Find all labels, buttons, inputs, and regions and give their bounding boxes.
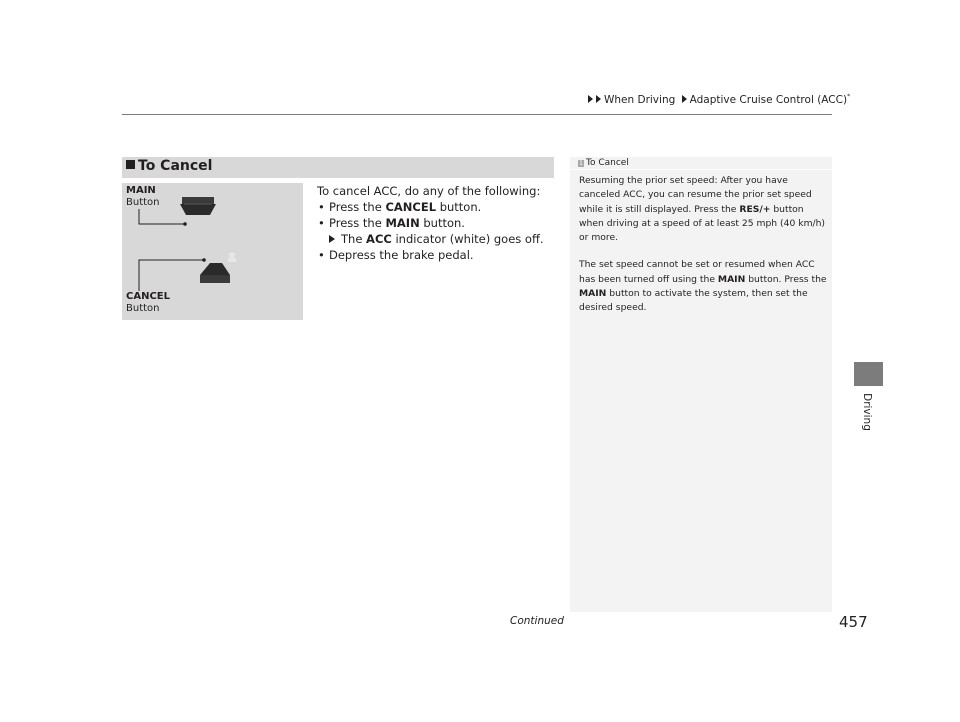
cancel-leader-line bbox=[139, 260, 204, 291]
page-number: 457 bbox=[839, 613, 868, 631]
main-leader-line bbox=[139, 209, 185, 224]
bullet: • bbox=[318, 216, 325, 230]
list-item: • Press the CANCEL button. bbox=[318, 200, 482, 214]
main-leader-dot bbox=[183, 222, 187, 226]
faint-indicator-icon bbox=[228, 252, 236, 262]
bullet: • bbox=[318, 200, 325, 214]
list-item: • Press the MAIN button. bbox=[318, 216, 465, 230]
instructions bbox=[317, 183, 553, 263]
breadcrumb-arrow-icon bbox=[596, 95, 601, 103]
section-title: To Cancel bbox=[126, 158, 212, 174]
main-button-icon bbox=[180, 197, 216, 215]
main-button-label: MAIN Button bbox=[126, 185, 160, 208]
cancel-button-icon bbox=[200, 263, 230, 283]
instruction-list bbox=[317, 199, 553, 263]
breadcrumb-arrow-icon bbox=[682, 95, 687, 103]
cancel-button-label: CANCEL Button bbox=[126, 291, 170, 314]
section-heading-bar bbox=[122, 157, 554, 178]
breadcrumb-arrow-icon bbox=[588, 95, 593, 103]
result-arrow-icon bbox=[329, 235, 335, 243]
bullet: • bbox=[318, 248, 325, 262]
cancel-leader-dot bbox=[202, 258, 206, 262]
note-body bbox=[579, 174, 827, 329]
chapter-label: Driving bbox=[860, 393, 873, 431]
breadcrumb-level-2: Adaptive Cruise Control (ACC) bbox=[689, 94, 848, 106]
note-heading: 1 To Cancel bbox=[579, 158, 629, 168]
breadcrumb-level-1: When Driving bbox=[604, 94, 676, 106]
section-square-icon bbox=[126, 160, 135, 169]
button-diagram bbox=[122, 183, 303, 320]
option-marker: * bbox=[847, 93, 851, 100]
chapter-tab bbox=[854, 362, 883, 386]
intro-text: To cancel ACC, do any of the following: bbox=[317, 184, 541, 198]
sub-item: The ACC indicator (white) goes off. bbox=[317, 231, 553, 247]
note-number-icon: 1 bbox=[579, 160, 583, 167]
header-rule bbox=[122, 114, 832, 115]
note-paragraph: Resuming the prior set speed: After you have canceled ACC, you can resume the prior set speed while it is still displayed. Press the RES/+ button when driving at a speed of at least 25 mph (40 km/h) or more. bbox=[579, 175, 826, 244]
side-note-panel bbox=[570, 157, 832, 612]
continued-text: Continued bbox=[510, 615, 564, 627]
note-rule bbox=[570, 169, 832, 170]
note-paragraph: The set speed cannot be set or resumed when ACC has been turned off using the MAIN button. Press the MAIN button to activate the system, then set the desired speed. bbox=[579, 259, 827, 314]
steering-buttons-illustration bbox=[122, 183, 303, 320]
breadcrumb bbox=[588, 93, 850, 106]
list-item: • Depress the brake pedal. bbox=[318, 248, 474, 262]
